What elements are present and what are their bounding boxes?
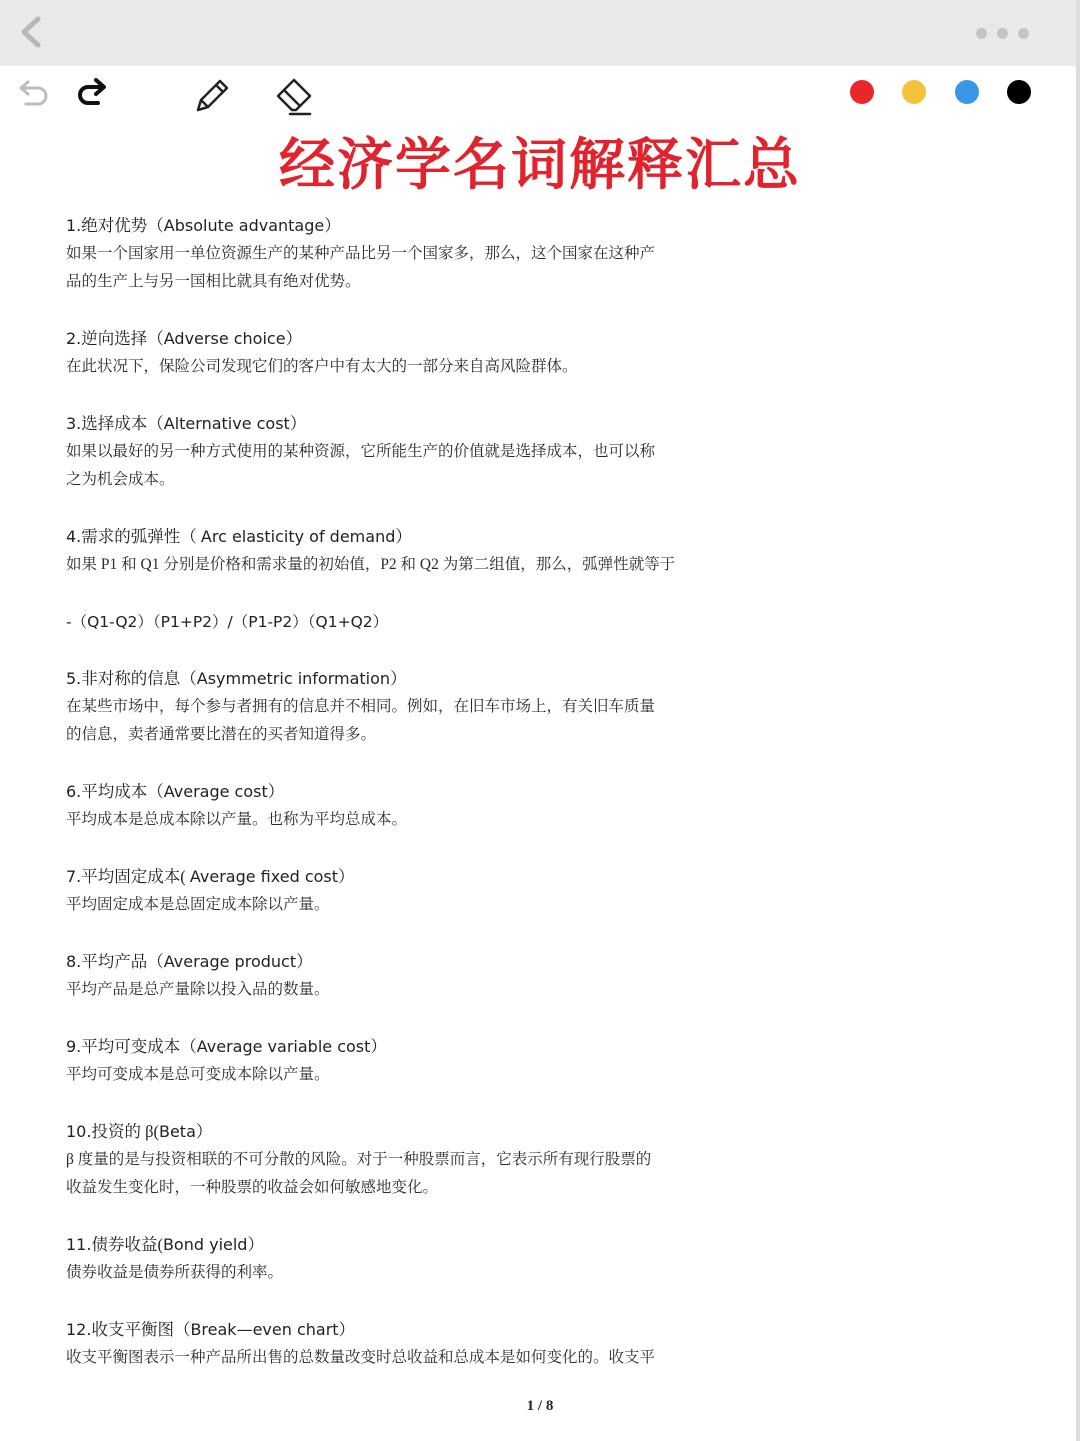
entry-definition-line: 收益发生变化时，一种股票的收益会如何敏感地变化。 — [66, 1179, 439, 1196]
glossary-entry — [66, 1118, 746, 1202]
entry-term-zh: 投资的 β( — [91, 1122, 159, 1141]
entry-definition-line: 如果以最好的另一种方式使用的某种资源，它所能生产的价值就是选择成本，也可以称 — [66, 443, 656, 460]
entry-heading — [66, 863, 746, 891]
spacer — [66, 296, 746, 325]
entry-term-close: ） — [247, 1235, 264, 1254]
entry-definition-line: 平均固定成本是总固定成本除以产量。 — [66, 896, 330, 913]
entry-definition-line: 平均可变成本是总可变成本除以产量。 — [66, 1066, 330, 1083]
color-black[interactable] — [1007, 80, 1031, 104]
glossary-entry — [66, 523, 746, 636]
entry-term-zh: 收支平衡图（ — [91, 1320, 191, 1339]
entry-term-en: Break—even chart — [190, 1320, 339, 1339]
entry-number: 11. — [66, 1235, 92, 1254]
spacer — [66, 1202, 746, 1231]
entry-definition-line: β 度量的是与投资相联的不可分散的风险。对于一种股票而言，它表示所有现行股票的 — [66, 1151, 652, 1168]
undo-icon — [14, 74, 54, 114]
color-red[interactable] — [850, 80, 874, 104]
entry-definition-line: 在某些市场中，每个参与者拥有的信息并不相同。例如，在旧车市场上，有关旧车质量 — [66, 698, 656, 715]
eraser-tool[interactable] — [272, 74, 316, 114]
chevron-left-icon — [14, 14, 50, 50]
entry-term-en: Average variable cost — [196, 1037, 371, 1056]
entry-number: 6. — [66, 782, 82, 801]
entry-definition-line: 平均产品是总产量除以投入品的数量。 — [66, 981, 330, 998]
entry-heading — [66, 1118, 746, 1146]
entry-number: 1. — [66, 216, 82, 235]
entry-term-en: Average product — [163, 952, 297, 971]
entry-definition-line: 平均成本是总成本除以产量。也称为平均总成本。 — [66, 811, 408, 828]
entry-heading — [66, 212, 746, 240]
entry-term-en: Average cost — [163, 782, 268, 801]
frame-edge — [1076, 0, 1080, 1441]
more-button[interactable] — [976, 24, 1036, 42]
page-number: 1 / 8 — [526, 1398, 554, 1414]
undo-button[interactable] — [14, 74, 58, 114]
entry-term-close: ） — [338, 1320, 356, 1339]
entry-term-en: Absolute advantage — [163, 216, 325, 235]
more-dot — [1018, 28, 1029, 39]
entry-term-close: ） — [296, 952, 313, 971]
entry-number: 9. — [66, 1037, 82, 1056]
entry-term-en: Bond yield — [162, 1235, 248, 1254]
glossary-entry — [66, 1316, 746, 1372]
entry-term-zh: 债券收益( — [91, 1235, 163, 1254]
entry-term-close: ） — [285, 329, 303, 348]
entry-term-en: Alternative cost — [163, 414, 290, 433]
color-yellow[interactable] — [902, 80, 926, 104]
pen-tool[interactable] — [190, 74, 234, 114]
entry-term-en: Arc elasticity of demand — [200, 527, 396, 546]
spacer — [66, 381, 746, 410]
redo-button[interactable] — [72, 74, 116, 114]
glossary-entry — [66, 863, 746, 919]
entry-heading — [66, 1231, 746, 1259]
entry-term-zh: 平均固定成本( — [81, 867, 190, 886]
glossary-entry — [66, 212, 746, 296]
entry-term-zh: 平均成本（ — [81, 782, 164, 801]
entry-heading — [66, 1316, 746, 1344]
back-button[interactable] — [14, 14, 50, 50]
entry-term-zh: 选择成本（ — [81, 414, 164, 433]
entry-term-close: ） — [195, 1122, 213, 1141]
spacer — [66, 1287, 746, 1316]
glossary-entry — [66, 778, 746, 834]
entry-definition-line: 债券收益是债券所获得的利率。 — [66, 1264, 284, 1281]
more-dot — [997, 28, 1008, 39]
entry-term-en: Average fixed cost — [189, 867, 339, 886]
entry-term-close: ） — [267, 782, 285, 801]
entry-term-en: Beta — [158, 1122, 196, 1141]
glossary-list — [66, 212, 746, 1372]
entry-heading — [66, 325, 746, 353]
entry-term-close: ） — [370, 1037, 387, 1056]
color-blue[interactable] — [955, 80, 979, 104]
entry-term-zh: 平均可变成本（ — [81, 1037, 197, 1056]
spacer — [66, 579, 746, 608]
entry-heading — [66, 523, 746, 551]
entry-number: 4. — [66, 527, 82, 546]
entry-number: 12. — [66, 1320, 92, 1339]
entry-definition-line: 之为机会成本。 — [66, 471, 175, 488]
entry-term-close: ） — [390, 669, 407, 688]
entry-definition-line: 如果一个国家用一单位资源生产的某种产品比另一个国家多，那么，这个国家在这种产 — [66, 245, 656, 262]
entry-number: 3. — [66, 414, 82, 433]
spacer — [66, 636, 746, 665]
entry-term-en: Asymmetric information — [196, 669, 391, 688]
entry-term-zh: 非对称的信息（ — [81, 669, 197, 688]
entry-term-zh: 逆向选择（ — [81, 329, 164, 348]
entry-definition-line: 在此状况下，保险公司发现它们的客户中有太大的一部分来自高风险群体。 — [66, 358, 578, 375]
entry-formula: -（Q1-Q2）（P1+P2）/（P1-P2）（Q1+Q2） — [66, 613, 389, 631]
entry-heading — [66, 948, 746, 976]
entry-number: 5. — [66, 669, 82, 688]
entry-term-zh: 绝对优势（ — [81, 216, 164, 235]
entry-definition-line: 收支平衡图表示一种产品所出售的总数量改变时总收益和总成本是如何变化的。收支平 — [66, 1349, 656, 1366]
page-title: 经济学名词解释汇总 — [279, 133, 801, 198]
entry-term-zh: 平均产品（ — [81, 952, 164, 971]
entry-term-close: ） — [338, 867, 355, 886]
entry-number: 8. — [66, 952, 82, 971]
entry-number: 2. — [66, 329, 82, 348]
redo-icon — [72, 74, 112, 114]
entry-term-close: ） — [324, 216, 341, 235]
entry-term-en: Adverse choice — [163, 329, 286, 348]
entry-definition-line: 如果 P1 和 Q1 分别是价格和需求量的初始值，P2 和 Q2 为第二组值，那么，弧弹性就等于 — [66, 556, 676, 573]
entry-heading — [66, 1033, 746, 1061]
glossary-entry — [66, 325, 746, 381]
entry-term-close: ） — [289, 414, 307, 433]
glossary-entry — [66, 1231, 746, 1287]
entry-definition-line: 的信息，卖者通常要比潜在的买者知道得多。 — [66, 726, 377, 743]
entry-term-close: ） — [395, 527, 412, 546]
spacer — [66, 494, 746, 523]
spacer — [66, 749, 746, 778]
entry-number: 7. — [66, 867, 82, 886]
eraser-icon — [272, 74, 316, 118]
glossary-entry — [66, 410, 746, 494]
entry-number: 10. — [66, 1122, 92, 1141]
more-dot — [976, 28, 987, 39]
spacer — [66, 834, 746, 863]
glossary-entry — [66, 665, 746, 749]
spacer — [66, 1089, 746, 1118]
entry-heading — [66, 778, 746, 806]
top-bar — [0, 0, 1076, 66]
glossary-entry — [66, 1033, 746, 1089]
spacer — [66, 919, 746, 948]
spacer — [66, 1004, 746, 1033]
glossary-entry — [66, 948, 746, 1004]
entry-heading — [66, 410, 746, 438]
entry-heading — [66, 665, 746, 693]
pencil-icon — [190, 74, 232, 116]
entry-definition-line: 品的生产上与另一国相比就具有绝对优势。 — [66, 273, 361, 290]
entry-term-zh: 需求的弧弹性（ — [81, 527, 201, 546]
